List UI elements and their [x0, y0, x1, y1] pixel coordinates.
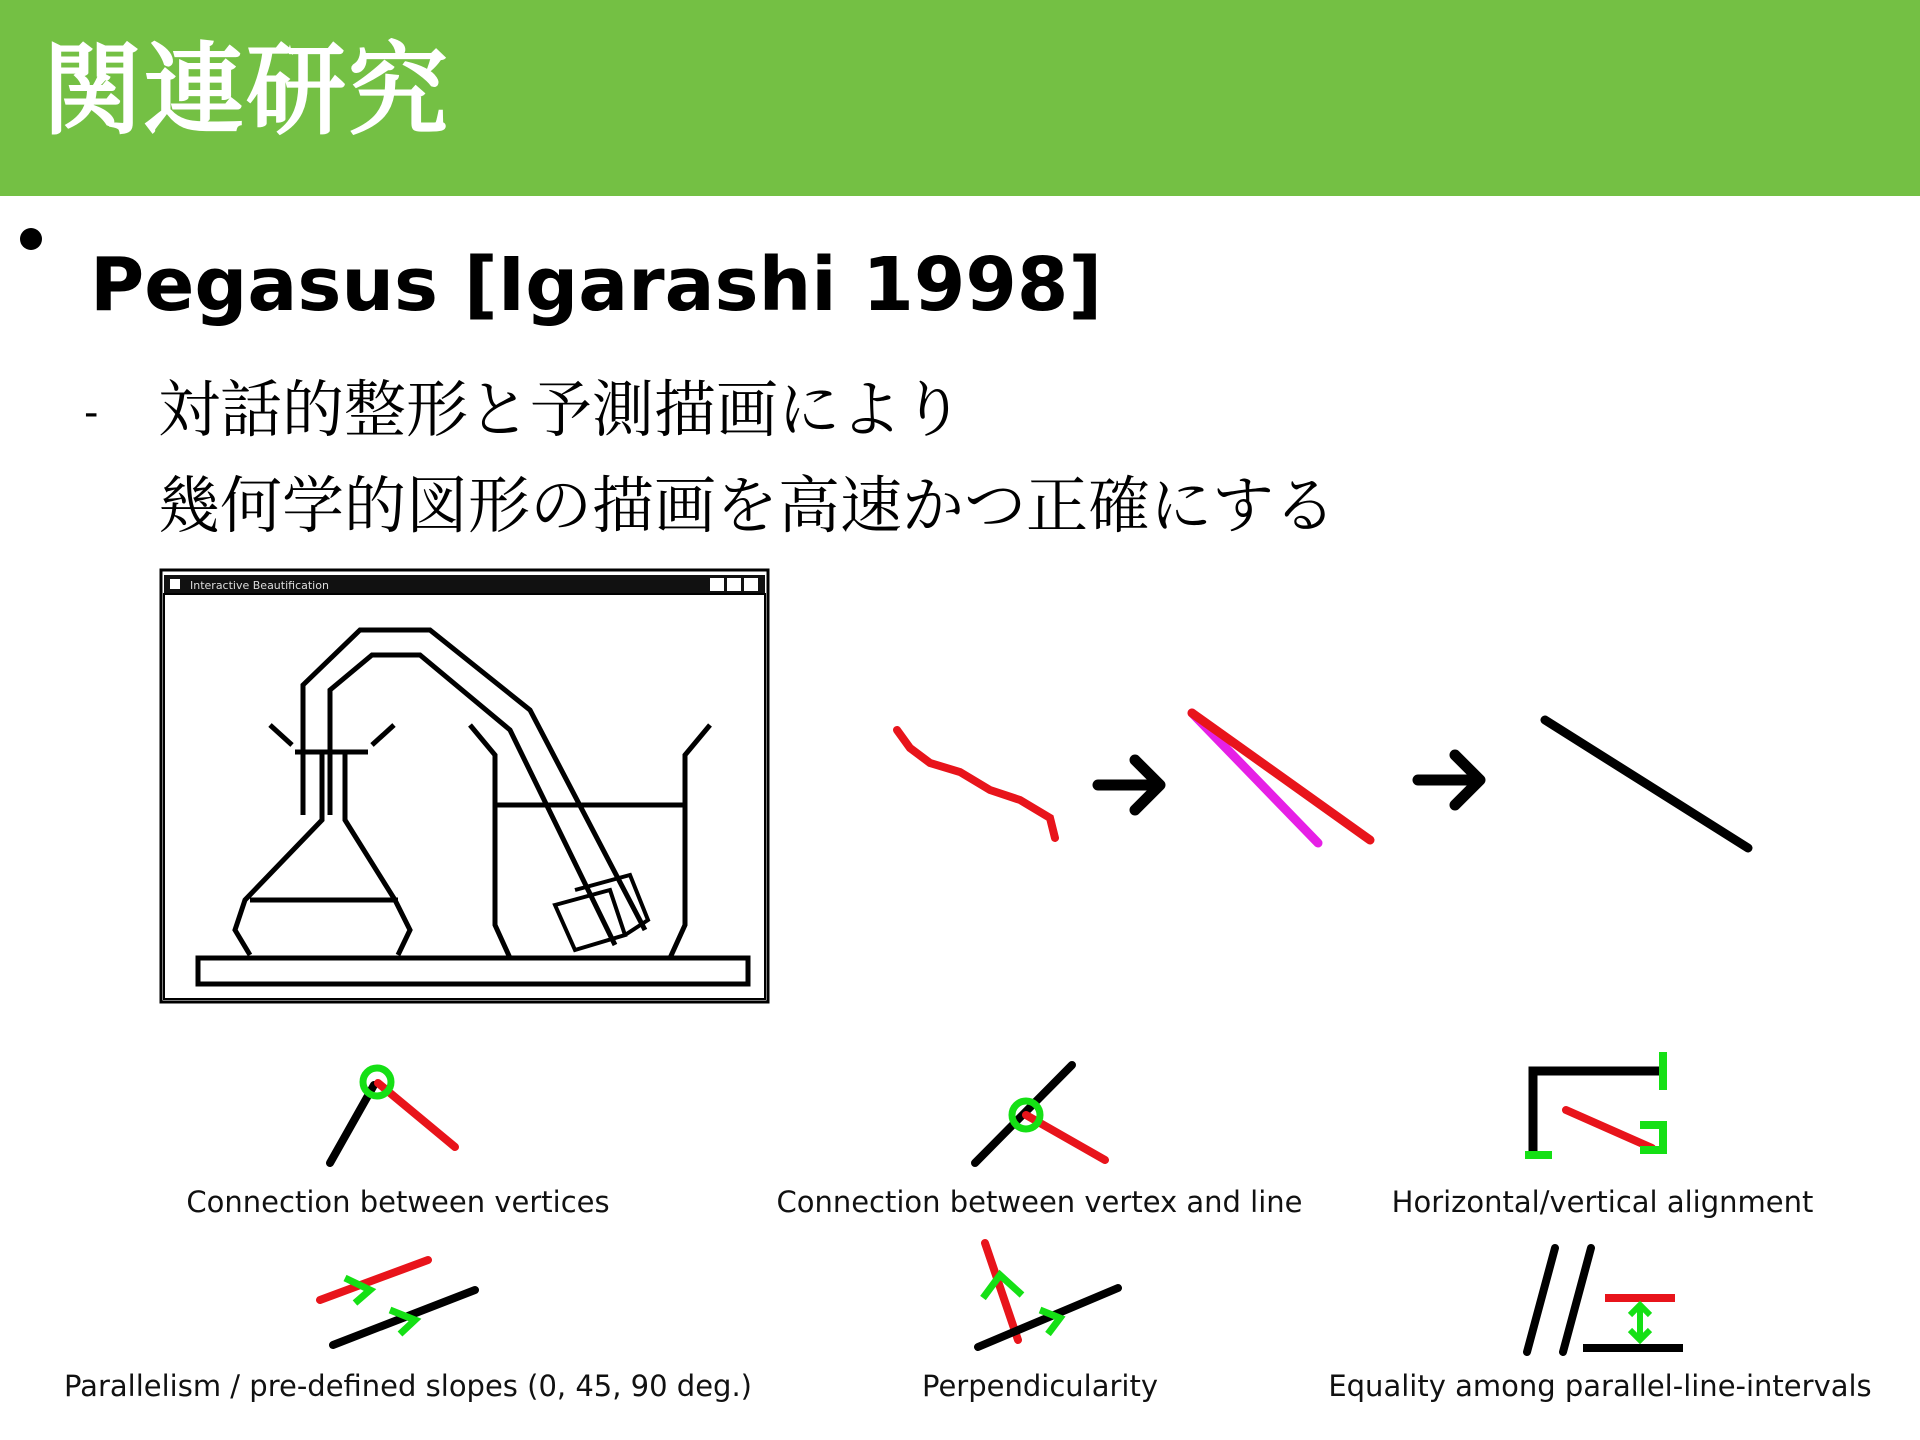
caption-connection-vertex-line: Connection between vertex and line [776, 1185, 1303, 1219]
dash-icon: - [84, 390, 99, 436]
constraint-alignment-icon [1525, 1052, 1665, 1155]
caption-equality: Equality among parallel-line-intervals [1328, 1369, 1872, 1403]
sub-line-1: 対話的整形と予測描画により [158, 373, 965, 446]
candidate-line [1192, 713, 1318, 843]
window-title: Interactive Beautification [190, 579, 329, 592]
constraint-vertex-line-icon [975, 1065, 1105, 1163]
caption-hv-alignment: Horizontal/vertical alignment [1391, 1185, 1814, 1219]
input-stroke [897, 730, 1055, 838]
constraint-equality-icon [1527, 1248, 1683, 1352]
result-line [1545, 720, 1748, 848]
pegasus-screenshot [161, 570, 768, 1002]
slide-title: 関連研究 [42, 32, 450, 149]
maximize-icon [727, 578, 741, 591]
caption-parallelism: Parallelism / pre-defined slopes (0, 45, 90 deg.) [64, 1369, 752, 1403]
arrow-right-icon [1098, 760, 1160, 810]
arrow-right-icon [1418, 755, 1480, 805]
close-icon [744, 578, 758, 591]
constraint-vertices-icon [330, 1068, 455, 1163]
minimize-icon [710, 578, 724, 591]
beautification-sequence [897, 713, 1748, 848]
constraint-parallel-icon [320, 1260, 475, 1345]
caption-perpendicularity: Perpendicularity [922, 1369, 1158, 1403]
constraint-perpendicular-icon [978, 1243, 1118, 1347]
window-icon [170, 579, 180, 589]
bullet-heading: Pegasus [Igarashi 1998] [90, 242, 1103, 328]
sub-line-2: 幾何学的図形の描画を高速かつ正確にする [158, 469, 1337, 542]
caption-connection-vertices: Connection between vertices [186, 1185, 610, 1219]
input-line [1192, 713, 1370, 840]
